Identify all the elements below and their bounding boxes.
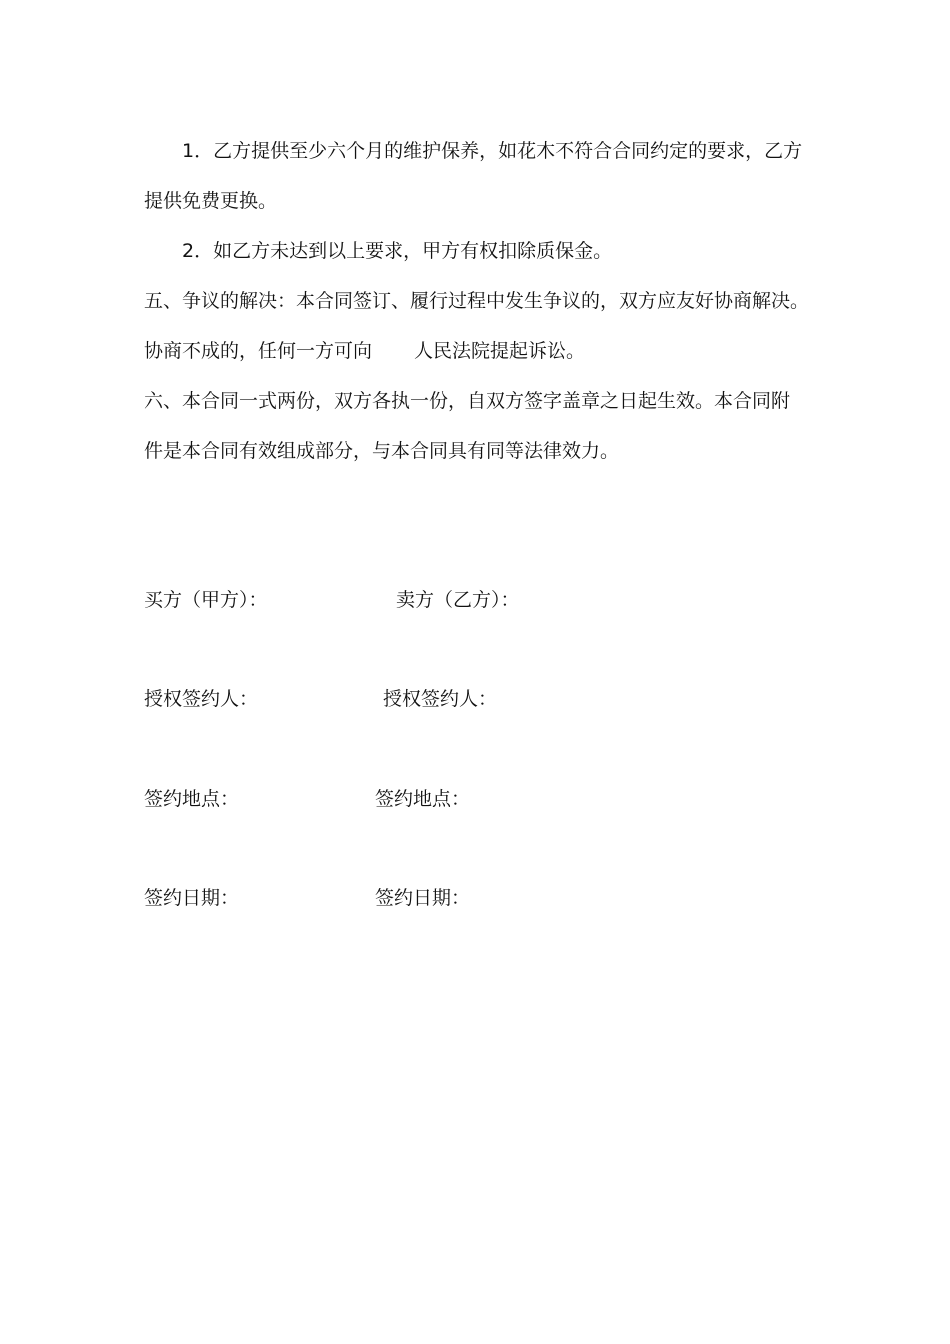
buyer-date-label: 签约日期： [144,887,240,909]
section5-line2-a: 协商不成的，任何一方可向 [144,340,373,362]
section5-line1: 五、争议的解决：本合同签订、履行过程中发生争议的，双方应友好协商解决。 [144,290,810,312]
seller-signatory-label: 授权签约人： [383,688,498,710]
seller-place-label: 签约地点： [375,788,471,810]
clause-item1-line2: 提供免费更换。 [144,190,278,212]
clause-item2: 2．如乙方未达到以上要求，甲方有权扣除质保金。 [182,240,613,262]
section6-line1: 六、本合同一式两份，双方各执一份，自双方签字盖章之日起生效。本合同附 [144,390,791,412]
buyer-place-label: 签约地点： [144,788,240,810]
seller-label: 卖方（乙方）： [396,589,520,611]
section5-line2-b: 人民法院提起诉讼。 [414,340,586,362]
buyer-label: 买方（甲方）： [144,589,268,611]
seller-date-label: 签约日期： [375,887,471,909]
section6-line2: 件是本合同有效组成部分，与本合同具有同等法律效力。 [144,440,620,462]
buyer-signatory-label: 授权签约人： [144,688,259,710]
clause-item1-line1: 1．乙方提供至少六个月的维护保养，如花木不符合合同约定的要求，乙方 [182,140,803,162]
